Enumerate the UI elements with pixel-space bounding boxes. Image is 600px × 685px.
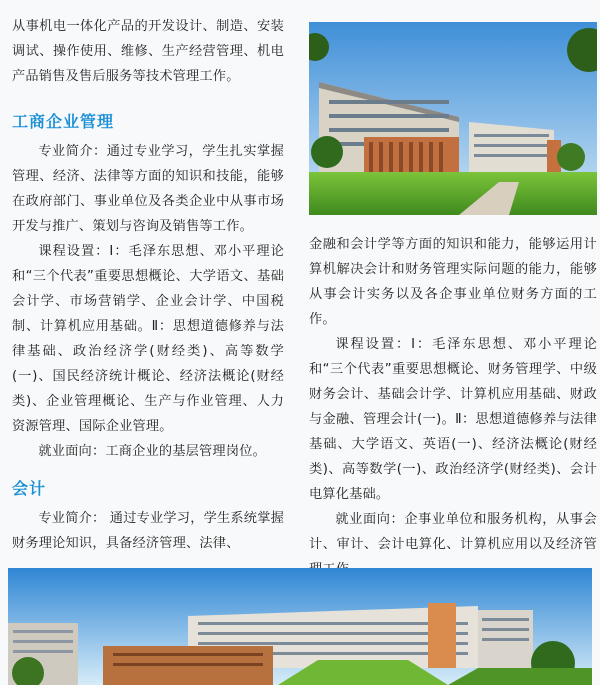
intro-tail-paragraph: 从事机电一体化产品的开发设计、制造、安装调试、操作使用、维修、生产经营管理、机电产品销售及售后服务等技术管理工作。 bbox=[12, 19, 284, 84]
accounting-intro-right-paragraph: 金融和会计学等方面的知识和能力，能够运用计算机解决会计和财务管理实际问题的能力，能够从事会计实务以及各企事业单位财务方面的工作。 bbox=[309, 237, 597, 327]
business-intro-paragraph: 专业简介：通过专业学习，学生扎实掌握管理、经济、法律等方面的知识和技能，能够在政府部门、事业单位及各类企业中从事市场开发与推广、策划与咨询及销售等工作。 bbox=[12, 144, 284, 234]
accounting-employment-paragraph: 就业面向：企事业单位和服务机构，从事会计、审计、会计电算化、计算机应用以及经济管 bbox=[309, 512, 597, 552]
business-courses-paragraph: 课程设置：Ⅰ：毛泽东思想、邓小平理论和“三个代表”重要思想概论、大学语文、基础会计学、市场营销学、企业会计学、中国税制、计算机应用基础。Ⅱ：思想道德修养与法律基础、政治经济学(财经类)、高等数学(一)、国民经济统计概论、经济法概论(财经类)、企业管理概论、生产与作业管理、人力资源管理、国际企业管理。 bbox=[12, 244, 284, 434]
accounting-heading: 会计 bbox=[12, 479, 47, 498]
business-management-heading: 工商企业管理 bbox=[12, 112, 115, 131]
right-column bbox=[309, 232, 597, 582]
accounting-courses-paragraph: 课程设置：Ⅰ：毛泽东思想、邓小平理论和“三个代表”重要思想概论、财务管理学、中级财务会计、基础会计学、计算机应用基础、财政与金融、管理会计(一)。Ⅱ：思想道德修养与法律基础、大学语文、英语(一)、经济法概论(财经类)、高等数学(一)、政治经济学(财经类)、会计电算化基础。 bbox=[309, 337, 597, 502]
campus-building-photo bbox=[309, 22, 597, 215]
accounting-intro-left-paragraph: 专业简介： 通过专业学习，学生系统掌握财务理论知识，具备经济管理、法律、 bbox=[12, 511, 284, 551]
campus-panorama-photo bbox=[8, 568, 592, 685]
left-column bbox=[12, 14, 284, 556]
business-employment-paragraph: 就业面向：工商企业的基层管理岗位。 bbox=[38, 444, 266, 459]
